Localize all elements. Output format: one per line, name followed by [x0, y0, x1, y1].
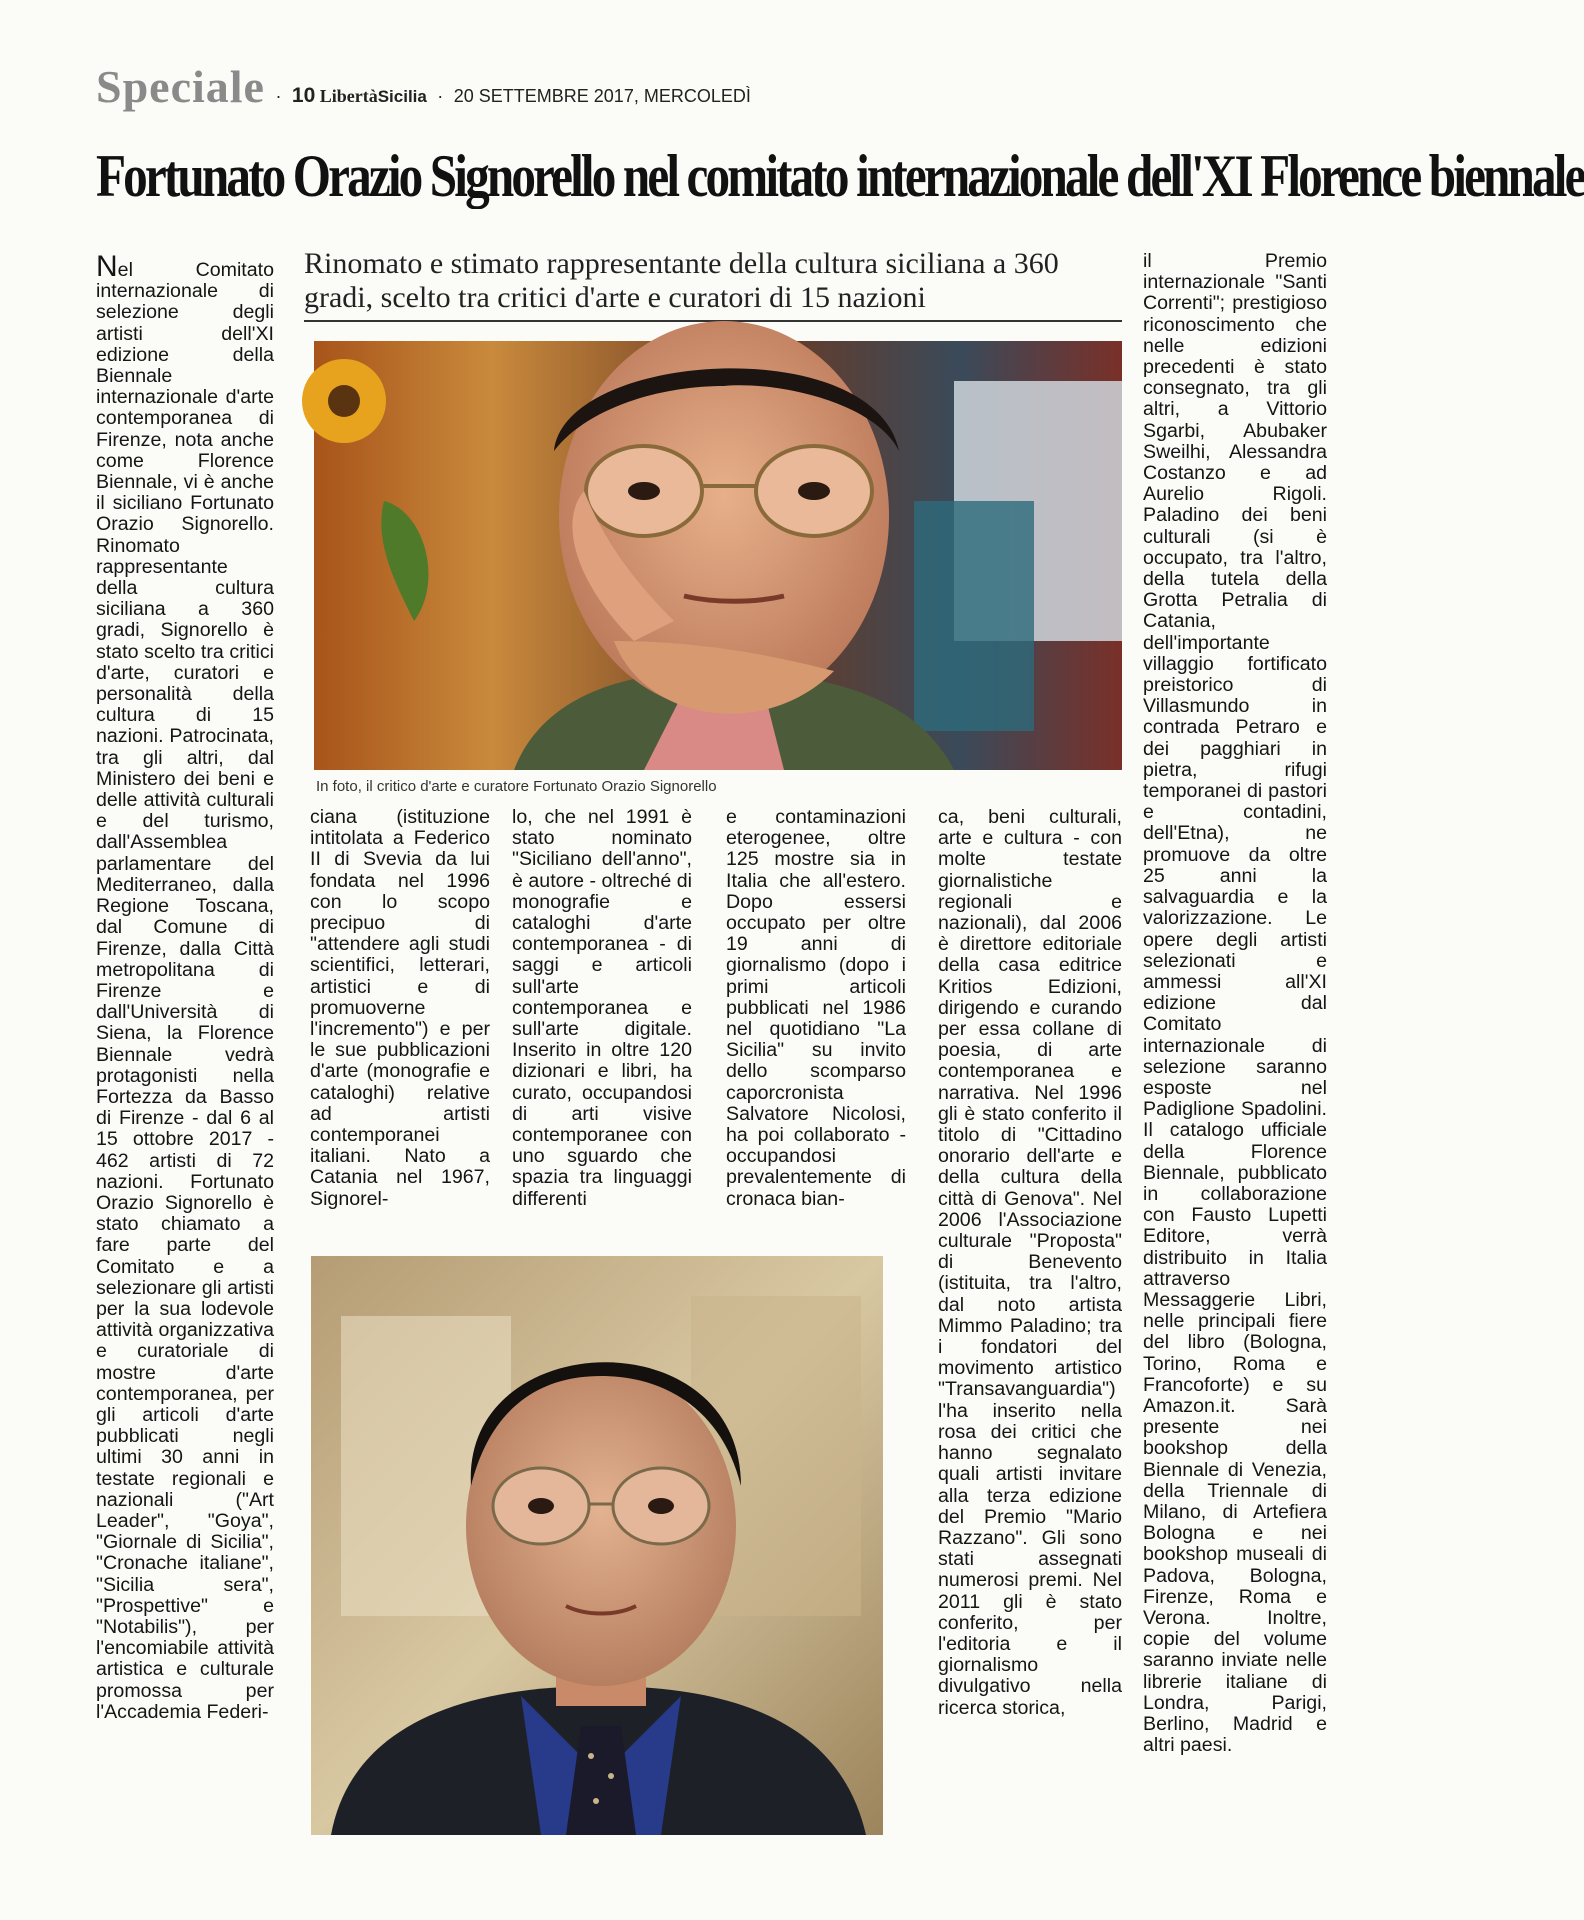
drop-initial: N	[96, 250, 118, 283]
issue-date: 20 SETTEMBRE 2017, MERCOLEDÌ	[453, 86, 751, 106]
page-number: 10	[291, 84, 316, 107]
photo-caption: In foto, il critico d'arte e curatore Fortunato Orazio Signorello	[316, 778, 717, 795]
publication-name: Libertà	[319, 86, 378, 106]
article-column-2: ciana (istituzione intitolata a Federico II di Svevia da lui fondata nel 1996 con lo scopo precipuo di "attendere agli studi scientifici, letterari, artistici e di promuoverne l'incremento") e per le sue pubblicazioni d'arte (monografie e cataloghi) relative ad artisti contemporanei italiani. Nato a Catania nel 1967, Signorel-	[310, 806, 490, 1210]
article-headline: Fortunato Orazio Signorello nel comitato internazionale dell'XI Florence biennale	[96, 143, 1584, 209]
publication-name-region: Sicilia	[377, 87, 427, 106]
page-header: Speciale · 10 LibertàSicilia · 20 SETTEMBRE 2017, MERCOLEDÌ	[96, 61, 751, 112]
article-column-6: il Premio internazionale "Santi Correnti"; prestigioso riconoscimento che nelle edizioni precedenti è stato consegnato, tra gli altri, a Vittorio Sgarbi, Abubaker Sweilhi, Alessandra Costanzo e ad Aurelio Rigoli. Paladino dei beni culturali (si è occupato, tra l'altro, della tutela della Grotta Petralia di Catania, dell'importante villaggio fortificato preistorico di Villasmundo in contrada Petraro e dei pagghiari in pietra, rifugi temporanei di pastori e contadini, dell'Etna), ne promuove da oltre 25 anni la salvaguardia e la valorizzazione. Le opere degli artisti selezionati e ammessi all'XI edizione dal Comitato internazionale di selezione saranno esposte nel Padiglione Spadolini. Il catalogo ufficiale della Florence Biennale, pubblicato in collaborazione con Fausto Lupetti Editore, verrà distribuito in Italia attraverso Messaggerie Libri, nelle principali fiere del libro (Bologna, Torino, Roma e Francoforte) e su Amazon.it. Sarà presente nei bookshop della Biennale di Venezia, della Triennale di Milano, di Artefiera Bologna e nei bookshop museali di Padova, Bologna, Firenze, Roma e Verona. Inoltre, copie del volume saranno inviate nelle librerie italiane di Londra, Parigi, Berlino, Madrid e altri paesi.	[1143, 250, 1327, 1757]
portrait-photo-suit-and-tie	[311, 1256, 883, 1835]
article-column-3: lo, che nel 1991 è stato nominato "Siciliano dell'anno", è autore - oltreché di monografie e cataloghi d'arte contemporanea - di saggi e articoli sull'arte contemporanea e sull'arte digitale. Inserito in oltre 120 dizionari e libri, ha curato, occupandosi di arti visive contemporanee con uno sguardo che spazia tra linguaggi differenti	[512, 806, 692, 1210]
portrait-photo-hand-on-chin	[314, 341, 1122, 770]
article-subheadline: Rinomato e stimato rappresentante della cultura siciliana a 360 gradi, scelto tra critici d'arte e curatori di 15 nazioni	[304, 247, 1059, 314]
article-column-4: e contaminazioni eterogenee, oltre 125 mostre sia in Italia che all'estero. Dopo essersi occupato per oltre 19 anni di giornalismo (dopo i primi articoli pubblicati nel 1986 nel quotidiano "La Sicilia" su invito dello scomparso caporcronista Salvatore Nicolosi, ha poi collaborato - occupandosi prevalentemente di cronaca bian-	[726, 806, 906, 1210]
section-label: Speciale	[96, 61, 265, 112]
article-column-1	[96, 250, 274, 1841]
article-column-5: ca, beni culturali, arte e cultura - con molte testate giornalistiche regionali e nazionali), dal 2006 è direttore editoriale della casa editrice Kritios Edizioni, dirigendo e curando per essa collane di poesia, di arte contemporanea e narrativa. Nel 1996 gli è stato conferito il titolo di "Cittadino onorario dell'arte e della cultura della città di Genova". Nel 2006 l'Associazione culturale "Proposta" di Benevento (istituita, tra l'altro, dal noto artista Mimmo Paladino; tra i fondatori del movimento artistico "Transavanguardia") l'ha inserito nella rosa dei critici che hanno segnalato quali artisti invitare alla terza edizione del Premio "Mario Razzano". Gli sono stati assegnati numerosi premi. Nel 2011 gli è stato conferito, per l'editoria e il giornalismo divulgativo nella ricerca storica,	[938, 806, 1122, 1719]
column-1-text: el Comitato internazionale di selezione degli artisti dell'XI edizione della Biennale internazionale d'arte contemporanea di Firenze, nota anche come Florence Biennale, vi è anche il siciliano Fortunato Orazio Signorello. Rinomato rappresentante della cultura siciliana a 360 gradi, Signorello è stato scelto tra critici d'arte, curatori e personalità della cultura di 15 nazioni. Patrocinata, tra gli altri, dal Ministero dei beni e delle attività culturali e del turismo, dall'Assemblea parlamentare del Mediterraneo, dalla Regione Toscana, dal Comune di Firenze, dalla Città metropolitana di Firenze e dall'Università di Siena, la Florence Biennale vedrà protagonisti nella Fortezza da Basso di Firenze - dal 6 al 15 ottobre 2017 - 462 artisti di 72 nazioni. Fortunato Orazio Signorello è stato chiamato a fare parte del Comitato e a selezionare gli artisti per la sua lodevole attività organizzativa e curatoriale di mostre d'arte contemporanea, per gli articoli d'arte pubblicati negli ultimi 30 anni in testate regionali e nazionali ("Art Leader", "Goya", "Giornale di Sicilia", "Cronache italiane", "Sicilia sera", "Prospettive" e "Notabilis"), per l'encomiabile attività artistica e culturale promossa per l'Accademia Federi-	[96, 259, 274, 1723]
